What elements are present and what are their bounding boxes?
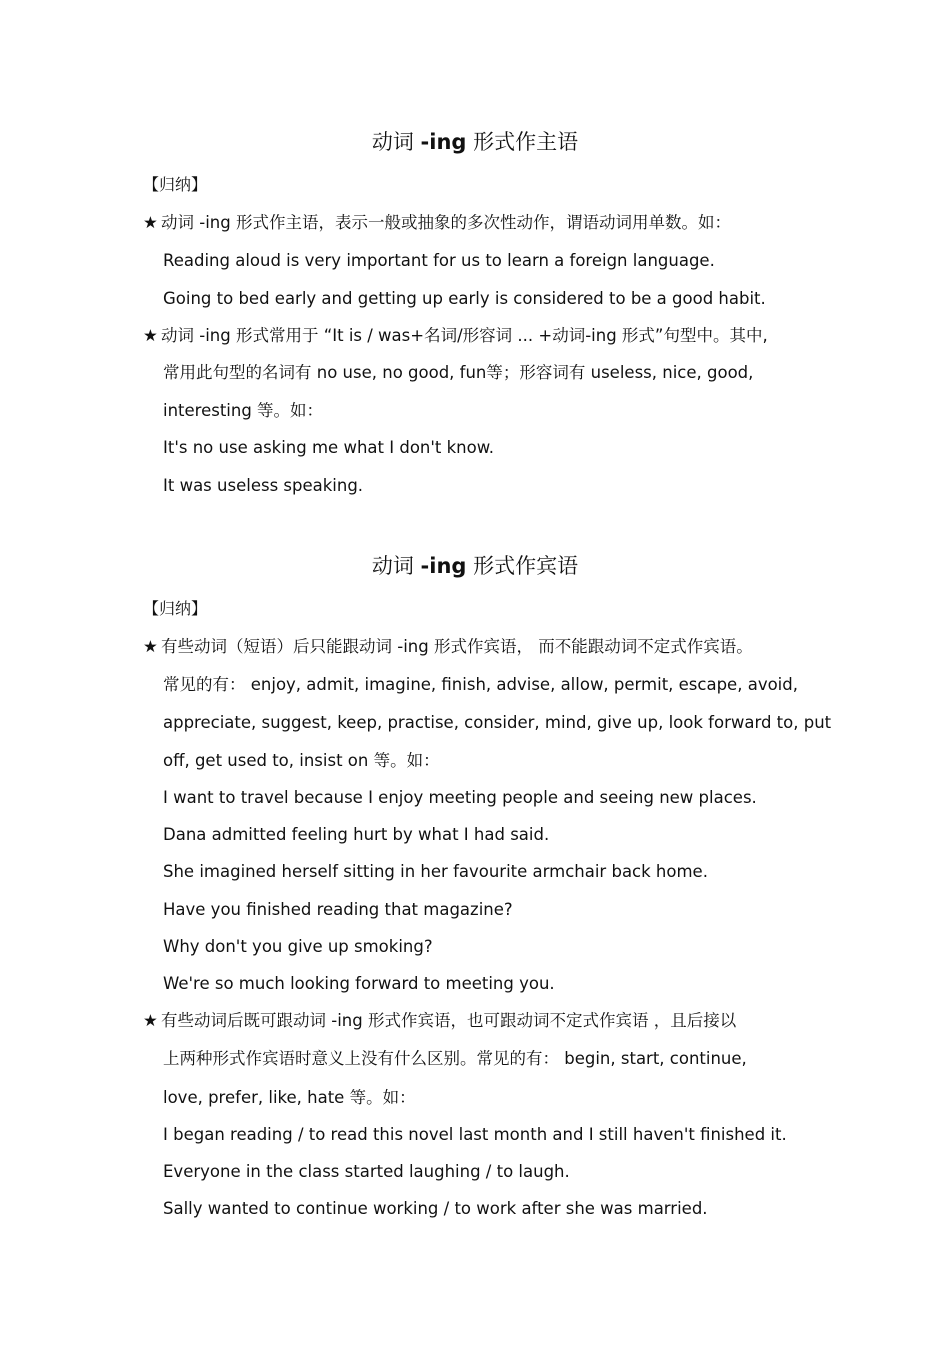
rule-text-continued: interesting 等。如： — [163, 401, 324, 420]
example-sentence: I began reading / to read this novel last month and I still haven't finished it. — [163, 1125, 787, 1144]
example-sentence: Dana admitted feeling hurt by what I had said. — [163, 825, 550, 844]
title-prefix: 动词 — [371, 554, 421, 578]
example-sentence: It was useless speaking. — [163, 476, 364, 495]
rule-text: 有些动词后既可跟动词 -ing 形式作宾语，也可跟动词不定式作宾语 ，且后接以 — [161, 1011, 737, 1030]
example-sentence: We're so much looking forward to meeting you. — [163, 974, 555, 993]
summary-tag: 【归纳】 — [143, 175, 208, 194]
rule-text-continued: 常见的有： enjoy, admit, imagine, finish, advise, allow, permit, escape, avoid, — [163, 675, 798, 694]
title-bold-ing: -ing — [420, 554, 467, 578]
example-sentence: Sally wanted to continue working / to work after she was married. — [163, 1199, 708, 1218]
section-title-object — [0, 552, 950, 580]
rule-item — [143, 212, 731, 234]
title-prefix: 动词 — [371, 130, 421, 154]
example-sentence: Why don't you give up smoking? — [163, 937, 433, 956]
example-sentence: I want to travel because I enjoy meeting people and seeing new places. — [163, 788, 757, 807]
example-sentence: She imagined herself sitting in her favourite armchair back home. — [163, 862, 708, 881]
example-sentence: Going to bed early and getting up early is considered to be a good habit. — [163, 289, 766, 308]
title-suffix: 形式作宾语 — [466, 554, 579, 578]
rule-text-continued: off, get used to, insist on 等。如： — [163, 751, 440, 770]
example-sentence: It's no use asking me what I don't know. — [163, 438, 494, 457]
rule-item — [143, 1010, 736, 1032]
example-sentence: Have you finished reading that magazine? — [163, 900, 513, 919]
section-title-subject — [0, 128, 950, 156]
example-sentence: Reading aloud is very important for us to learn a foreign language. — [163, 251, 715, 270]
rule-item — [143, 636, 753, 658]
star-icon: ★ — [143, 637, 158, 656]
rule-text-continued: 上两种形式作宾语时意义上没有什么区别。常见的有： begin, start, continue, — [163, 1049, 747, 1068]
star-icon: ★ — [143, 326, 158, 345]
rule-item — [143, 325, 768, 347]
example-sentence: Everyone in the class started laughing / to laugh. — [163, 1162, 570, 1181]
summary-tag: 【归纳】 — [143, 599, 208, 618]
rule-text-continued: love, prefer, like, hate 等。如： — [163, 1088, 416, 1107]
rule-text-continued: appreciate, suggest, keep, practise, consider, mind, give up, look forward to, put — [163, 713, 832, 732]
star-icon: ★ — [143, 1011, 158, 1030]
rule-text: 动词 -ing 形式常用于 “It is / was+名词/形容词 ... +动词-ing 形式”句型中。其中, — [161, 326, 768, 345]
rule-text-continued: 常用此句型的名词有 no use, no good, fun等；形容词有 useless, nice, good, — [163, 363, 754, 382]
title-suffix: 形式作主语 — [466, 130, 579, 154]
rule-text: 动词 -ing 形式作主语，表示一般或抽象的多次性动作，谓语动词用单数。如： — [161, 213, 731, 232]
star-icon: ★ — [143, 213, 158, 232]
title-bold-ing: -ing — [420, 130, 467, 154]
rule-text: 有些动词（短语）后只能跟动词 -ing 形式作宾语， 而不能跟动词不定式作宾语。 — [161, 637, 753, 656]
